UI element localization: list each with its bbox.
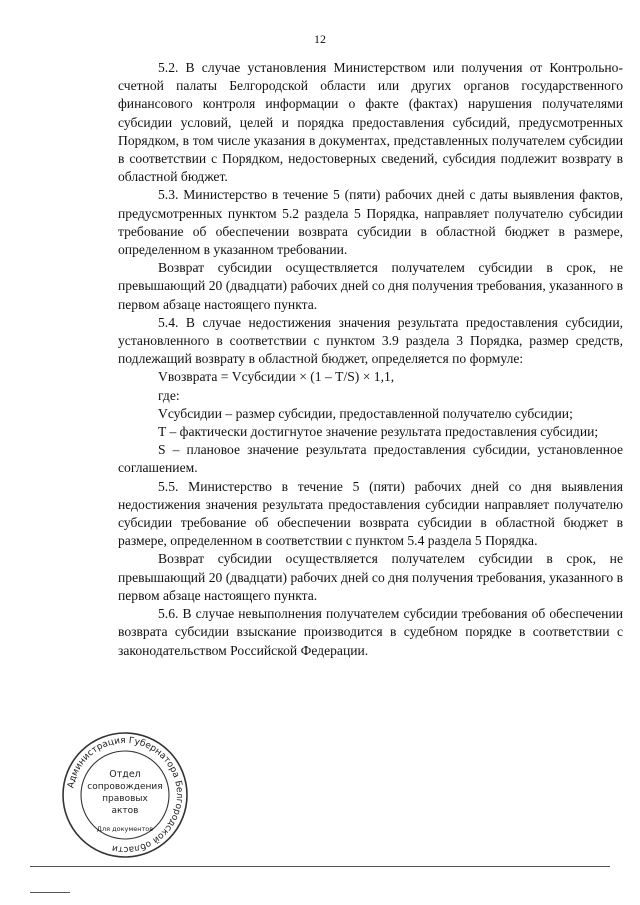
- paragraph-5-6: 5.6. В случае невыполнения получателем субсидии требования об обеспечении возврата субсидии взыскание производится в судебном порядке в соответствии с законодательством Российской Федерации.: [118, 606, 623, 658]
- paragraph-5-5: 5.5. Министерство в течение 5 (пяти) рабочих дней со дня выявления недостижения значения результата предоставления субсидии направляет получателю субсидии требование об обеспечении возврата субсидии в областной бюджет в размере, определенном в соответствии с пунктом 5.4 раздела 5 Порядка.: [118, 478, 623, 549]
- official-stamp: [60, 730, 190, 860]
- stamp-line-1: Отдел: [109, 769, 141, 780]
- stamp-line-2: сопровождения: [87, 782, 163, 792]
- paragraph-5-2: 5.2. В случае установления Министерством или получения от Контрольно-счетной палаты Белгородской области или других органов государственного финансового контроля информации о факте (фактах) нарушения получателями субсидии условий, целей и порядка предоставления субсидий, предусмотренных Порядком, в том числе указания в документах, представленных получателем субсидии в соответствии с Порядком, недостоверных сведений, субсидия подлежит возврату в областной бюджет.: [118, 60, 623, 185]
- formula: Vвозврата = Vсубсидии × (1 – T/S) × 1,1,: [158, 369, 395, 385]
- bottom-mark: [30, 892, 70, 893]
- paragraph-5-3: 5.3. Министерство в течение 5 (пяти) рабочих дней с даты выявления фактов, предусмотренных пунктом 5.2 раздела 5 Порядка, направляет получателю субсидии требование об обеспечении возврата субсидии в областной бюджет в размере, определенном в указанном требовании.: [118, 187, 623, 258]
- formula-where: где:: [158, 387, 180, 403]
- paragraph-5-5-return: Возврат субсидии осуществляется получателем субсидии в срок, не превышающий 20 (двадцати) рабочих дней со дня получения требования, указанного в первом абзаце настоящего пункта.: [118, 551, 623, 603]
- document-body: [118, 59, 623, 660]
- stamp-ring-text: Администрация Губернатора Белгородской области: [66, 735, 185, 855]
- stamp-line-4: актов: [111, 806, 139, 816]
- page-number: 12: [314, 32, 326, 46]
- stamp-line-3: правовых: [102, 794, 148, 804]
- paragraph-5-3-return: Возврат субсидии осуществляется получателем субсидии в срок, не превышающий 20 (двадцати) рабочих дней со дня получения требования, указанного в первом абзаце настоящего пункта.: [118, 260, 623, 312]
- stamp-bottom-text: Для документов: [96, 825, 154, 833]
- definition-t: T – фактически достигнутое значение результата предоставления субсидии;: [158, 424, 599, 440]
- definition-v: Vсубсидии – размер субсидии, предоставленной получателю субсидии;: [158, 405, 573, 421]
- paragraph-5-4: 5.4. В случае недостижения значения результата предоставления субсидии, установленного в соответствии с пунктом 3.9 раздела 3 Порядка, размер средств, подлежащий возврату в областной бюджет, определяется по формуле:: [118, 314, 623, 367]
- bottom-divider: [30, 866, 610, 867]
- definition-s: S – плановое значение результата предоставления субсидии, установленное соглашением.: [118, 442, 623, 476]
